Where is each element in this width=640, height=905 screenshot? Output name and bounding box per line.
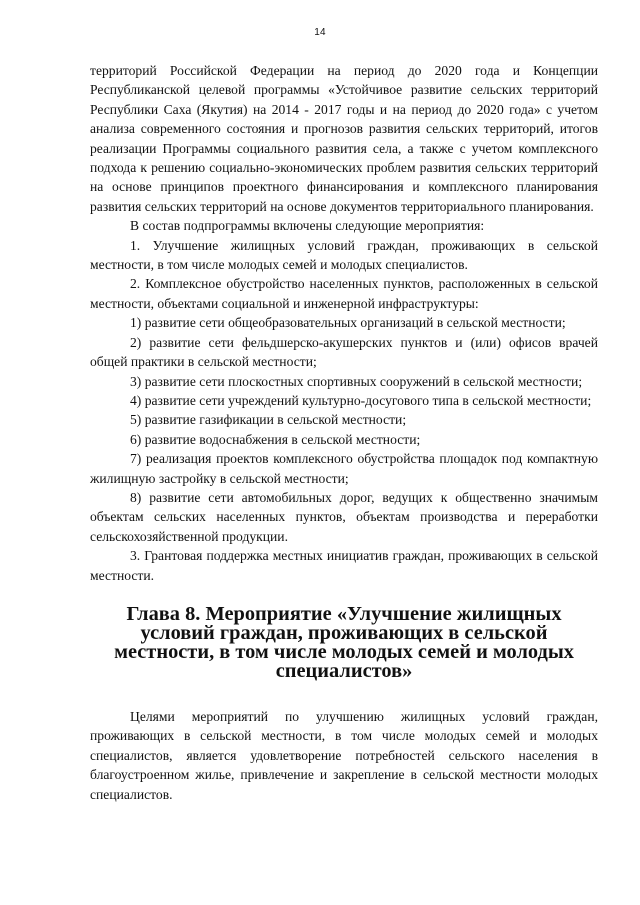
list-subitem-1: 1) развитие сети общеобразовательных организаций в сельской местности; (130, 315, 566, 331)
list-item-measure-1: 1. Улучшение жилищных условий граждан, проживающих в сельской местности, в том числе молодых семей и молодых специалистов. (90, 237, 598, 273)
document-body (90, 61, 598, 804)
list-subitem-7: 7) реализация проектов комплексного обустройства площадок под компактную жилищную застройку в сельской местности; (90, 451, 598, 486)
page-number: 14 (314, 27, 326, 38)
paragraph-continuation: территорий Российской Федерации на период до 2020 года и Концепции Республиканской целевой программы «Устойчивое развитие сельских территорий Республики Саха (Якутия) на 2014 - 2017 годы и на период до 2020 года» с учетом анализа современного состояния и прогнозов развития сельских территорий, итогов реализации Программы социального развития села, а также с учетом комплексного подхода к решению социально-экономических проблем развития сельских территорий на основе принципов проектного финансирования и комплексного планирования развития сельских территорий на основе документов территориального планирования. (90, 63, 598, 214)
list-subitem-3: 3) развитие сети плоскостных спортивных сооружений в сельской местности; (130, 373, 583, 389)
list-item-measure-2: 2. Комплексное обустройство населенных пунктов, расположенных в сельской местности, объектами социальной и инженерной инфраструктуры: (90, 276, 598, 311)
list-subitem-8: 8) развитие сети автомобильных дорог, ведущих к общественно значимым объектам сельских населенных пунктов, объектам производства и переработки сельскохозяйственной продукции. (90, 489, 598, 544)
list-subitem-6: 6) развитие водоснабжения в сельской местности; (130, 431, 421, 447)
chapter-heading: Глава 8. Мероприятие «Улучшение жилищных условий граждан, проживающих в сельской местности, в том числе молодых семей и молодых специалистов» (114, 602, 574, 682)
paragraph-goals: Целями мероприятий по улучшению жилищных условий граждан, проживающих в сельской местности, в том числе молодых семей и молодых специалистов, является удовлетворение потребностей сельского населения в благоустроенном жилье, привлечение и закрепление в сельской местности молодых специалистов. (90, 708, 598, 802)
list-subitem-2: 2) развитие сети фельдшерско-акушерских пунктов и (или) офисов врачей общей практики в сельской местности; (90, 334, 598, 370)
list-subitem-5: 5) развитие газификации в сельской местности; (130, 412, 407, 428)
list-item-measure-3: 3. Грантовая поддержка местных инициатив граждан, проживающих в сельской местности. (90, 548, 598, 583)
list-subitem-4: 4) развитие сети учреждений культурно-досугового типа в сельской местности; (130, 392, 592, 408)
paragraph-measures-intro: В состав подпрограммы включены следующие мероприятия: (130, 218, 485, 234)
